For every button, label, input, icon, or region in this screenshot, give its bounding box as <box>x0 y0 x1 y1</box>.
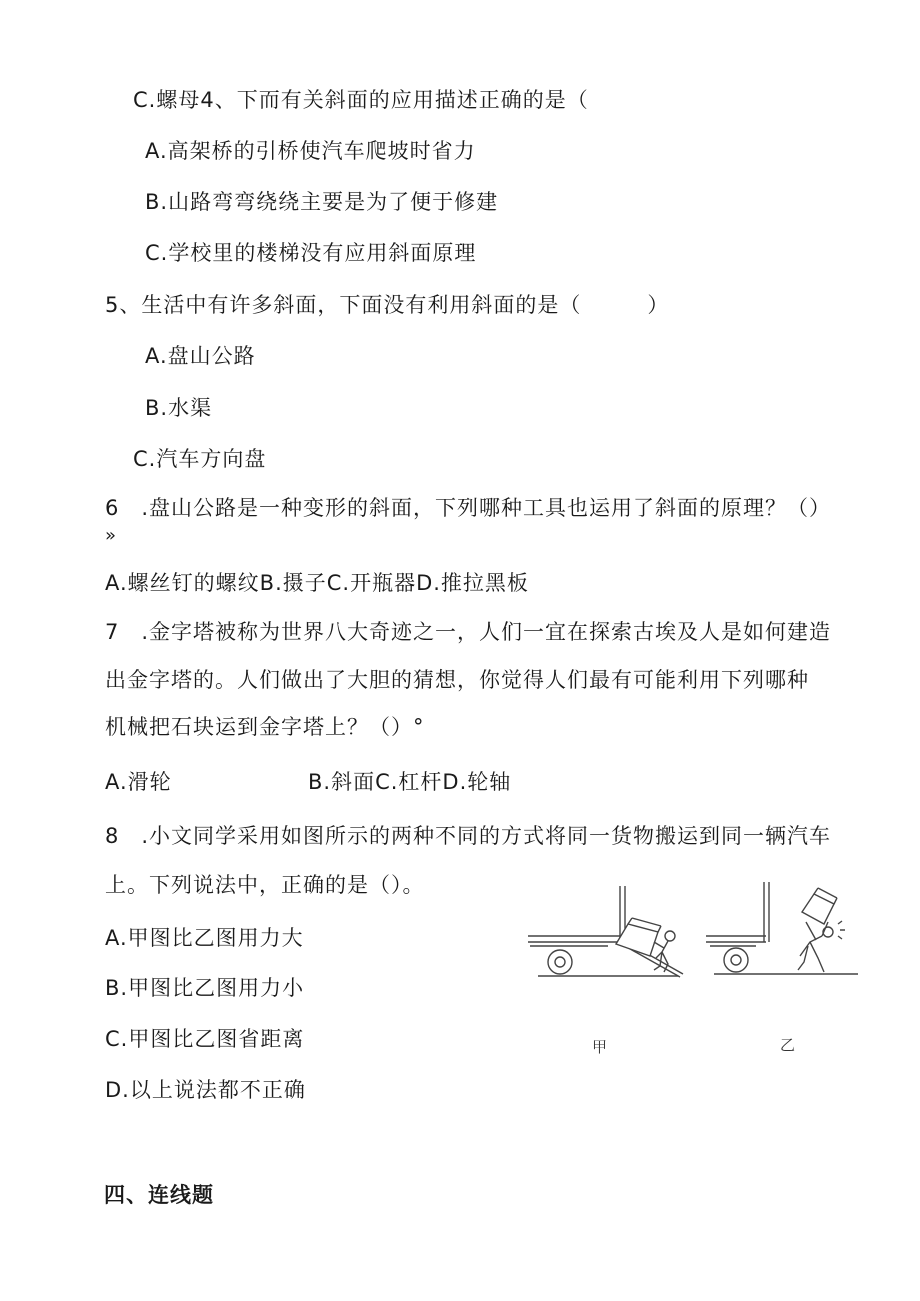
section-4-title: 四、连线题 <box>104 1183 214 1207</box>
q7-stem-line-3: 机械把石块运到金字塔上？（）° <box>105 715 425 739</box>
q8-option-c: C.甲图比乙图省距离 <box>105 1027 305 1051</box>
q8-figure-drawing <box>528 878 860 1028</box>
q8-figure <box>528 878 860 1068</box>
q4-stem: C.螺母4、下而有关斜面的应用描述正确的是（ <box>133 88 589 112</box>
q8-figure-label-left: 甲 <box>592 1038 608 1056</box>
q7-option-a: A.滑轮 <box>105 770 172 794</box>
q7-stem-line-2: 出金字塔的。人们做出了大胆的猜想，你觉得人们最有可能利用下列哪种 <box>105 668 809 692</box>
q6-options: A.螺丝钉的螺纹B.摄子C.开瓶器D.推拉黑板 <box>105 571 529 595</box>
q6-stem-mark: » <box>105 525 118 546</box>
q8-stem-line-1: 8 .小文同学采用如图所示的两种不同的方式将同一货物搬运到同一辆汽车 <box>105 824 832 848</box>
q4-option-a: A.高架桥的引桥使汽车爬坡时省力 <box>145 139 476 163</box>
q4-option-b: B.山路弯弯绕绕主要是为了便于修建 <box>145 190 499 214</box>
q8-option-a: A.甲图比乙图用力大 <box>105 926 304 950</box>
q4-option-c: C.学校里的楼梯没有应用斜面原理 <box>145 241 477 265</box>
q8-figure-label-right: 乙 <box>780 1036 796 1054</box>
q5-option-b: B.水渠 <box>145 396 213 420</box>
q5-stem: 5、生活中有许多斜面，下面没有利用斜面的是（ ） <box>105 293 670 317</box>
q8-stem-line-2: 上。下列说法中，正确的是（）。 <box>105 873 425 897</box>
q5-option-c: C.汽车方向盘 <box>133 447 267 471</box>
q6-stem: 6 .盘山公路是一种变形的斜面，下列哪种工具也运用了斜面的原理？（） <box>105 496 832 520</box>
q7-stem-line-1: 7 .金字塔被称为世界八大奇迹之一，人们一宜在探索古埃及人是如何建造 <box>105 620 832 644</box>
q8-option-b: B.甲图比乙图用力小 <box>105 976 305 1000</box>
q8-option-d: D.以上说法都不正确 <box>105 1078 306 1102</box>
q7-option-rest: B.斜面C.杠杆D.轮轴 <box>308 770 512 794</box>
q5-option-a: A.盘山公路 <box>145 344 256 368</box>
